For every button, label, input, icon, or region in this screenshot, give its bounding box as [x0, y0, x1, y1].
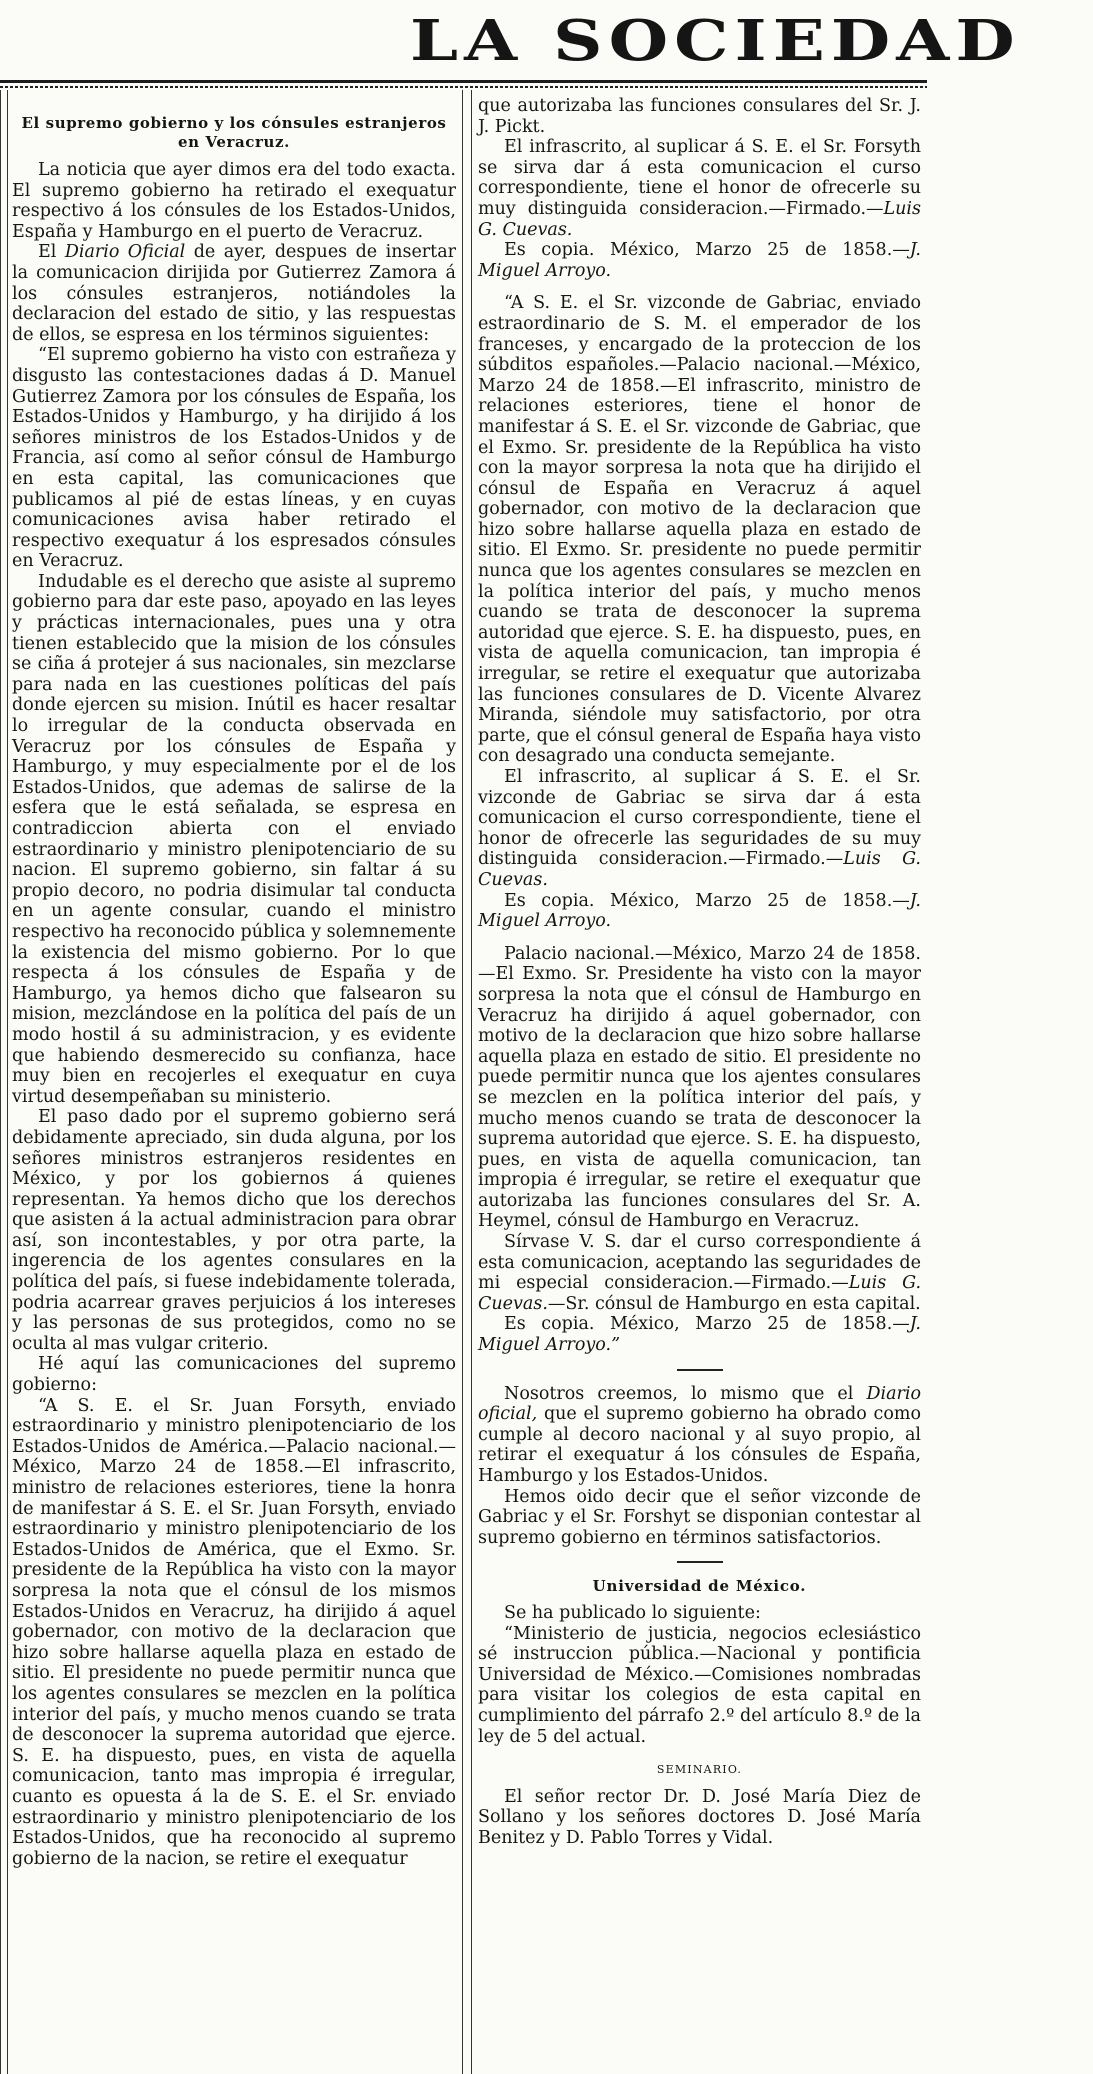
masthead-rule [0, 80, 927, 83]
left-margin-rule [0, 90, 8, 2074]
subheading: SEMINARIO. [656, 1763, 743, 1777]
section-heading: Universidad de México. [592, 1577, 807, 1596]
paragraph: “A S. E. el Sr. Juan Forsyth, enviado estraordinario y ministro plenipotenciario de los Estados-Unidos de América.—Palacio nacional.—México, Marzo 24 de 1858.—El infrascrito, ministro de relaciones esteriores, tiene la honra de manifestar á S. E. el Sr. Juan Forsyth, enviado estraordinario y ministro plenipotenciario de los Estados-Unidos de América, que el Exmo. Sr. presidente de la República ha visto con la mayor sorpresa la nota que el cónsul de los mismos Estados-Unidos en Veracruz, ha dirijido á aquel gobernador, con motivo de la declaracion que hizo sobre hallarse aquella plaza en estado de sitio. El presidente no puede permitir nunca que los agentes consulares se mezclen en la política interior del país, y mucho menos cuando se trata de desconocer la suprema autoridad que ejerce. S. E. ha dispuesto, pues, en vista de aquella comunicacion, tanto mas impropia é irregular, cuanto es opuesta á la de S. E. el Sr. enviado estraordinario y ministro plenipotenciario de los Estados-Unidos, que ha reconocido al supremo gobierno de la nacion, se retire el exequatur [12, 1395, 456, 1869]
masthead-title: LA SOCIEDAD [410, 8, 1021, 74]
paragraph: Indudable es el derecho que asiste al supremo gobierno para dar este paso, apoyado en las leyes y prácticas internacionales, pues una y otra tienen establecido que la mision de los cónsules se ciña á protejer á sus nacionales, sin mezclarse para nada en las cuestiones políticas del país donde ejercen su mision. Inútil es hacer resaltar lo irregular de la conducta observada en Veracruz por los cónsules de España y Hamburgo, y muy especialmente por el de los Estados-Unidos, que ademas de salirse de la esfera que le está señalada, se espresa en contradiccion abierta con el enviado estraordinario y ministro plenipotenciario de su nacion. El supremo gobierno, sin faltar á su propio decoro, no podria disimular tal conducta en un agente consular, cuando el ministro respectivo ha reconocido pública y solemnemente la existencia del mismo gobierno. Por lo que respecta á los cónsules de España y de Hamburgo, ya hemos dicho que falsearon su mision, mezclándose en la política del país de un modo hostil á su administracion, y es evidente que habiendo desmerecido su confianza, hace muy bien en recojerles el exequatur en cuya virtud desempeñaban su ministerio. [12, 571, 456, 1107]
paragraph: Es copia. México, Marzo 25 de 1858.—J. Miguel Arroyo. [478, 240, 921, 281]
paragraph: Nosotros creemos, lo mismo que el Diario oficial, que el supremo gobierno ha obrado como cumple al decoro nacional y al suyo propio, al retirar el exequatur á los cónsules de España, Hamburgo y los Estados-Unidos. [478, 1383, 921, 1486]
paragraph: Palacio nacional.—México, Marzo 24 de 1858.—El Exmo. Sr. Presidente ha visto con la mayor sorpresa la nota que el cónsul de Hamburgo en Veracruz ha dirijido á aquel gobernador, con motivo de la declaracion que hizo sobre hallarse aquella plaza en estado de sitio. El presidente no puede permitir nunca que los ajentes consulares se mezclen en la política interior del país, y mucho menos cuando se trata de desconocer la suprema autoridad que ejerce. S. E. ha dispuesto, pues, en vista de aquella comunicacion, tan impropia é irregular, se retire el exequatur que autorizaba las funciones consulares del Sr. A. Heymel, cónsul de Hamburgo en Veracruz. [478, 943, 921, 1232]
paragraph: El Diario Oficial de ayer, despues de insertar la comunicacion dirijida por Gutierrez Zamora á los cónsules estranjeros, notiándoles la declaracion del estado de sitio, y las respuestas de ellos, se espresa en los términos siguientes: [12, 242, 456, 345]
paragraph: La noticia que ayer dimos era del todo exacta. El supremo gobierno ha retirado el exequatur respectivo á los cónsules de los Estados-Unidos, España y Hamburgo en el puerto de Veracruz. [12, 160, 456, 242]
paragraph: Es copia. México, Marzo 25 de 1858.—J. Miguel Arroyo.” [478, 1314, 921, 1356]
left-column [12, 96, 456, 2074]
paragraph: Sírvase V. S. dar el curso correspondiente á esta comunicacion, aceptando las seguridades de mi especial consideracion.—Firmado.—Luis G. Cuevas.—Sr. cónsul de Hamburgo en esta capital. [478, 1232, 922, 1314]
paragraph: El infrascrito, al suplicar á S. E. el Sr. vizconde de Gabriac se sirva dar á esta comunicacion el curso correspondiente, tiene el honor de ofrecerle las seguridades de su muy distinguida consideracion.—Firmado.—Luis G. Cuevas. [478, 767, 921, 890]
section-separator [677, 1561, 723, 1563]
paragraph: Hé aquí las comunicaciones del supremo gobierno: [12, 1354, 456, 1396]
section-separator [677, 1369, 723, 1371]
paragraph: Es copia. México, Marzo 25 de 1858.—J. Miguel Arroyo. [478, 890, 921, 932]
masthead-dotted-rule [0, 86, 927, 88]
paragraph: “El supremo gobierno ha visto con estrañeza y disgusto las contestaciones dadas á D. Manuel Gutierrez Zamora por los cónsules de España, los Estados-Unidos y Hamburgo, y ha dirijido á los señores ministros de los Estados-Unidos y de Francia, así como al señor cónsul de Hamburgo en esta capital, las comunicaciones que publicamos al pié de estas líneas, y en cuyas comunicaciones avisa haber retirado el respectivo exequatur á los espresados cónsules en Veracruz. [12, 345, 456, 572]
article-headline: El supremo gobierno y los cónsules estranjeros en Veracruz. [21, 114, 447, 151]
column-gutter-rule [462, 90, 472, 2074]
paragraph: que autorizaba las funciones consulares del Sr. J. J. Pickt. [478, 96, 921, 137]
paragraph: “Ministerio de justicia, negocios eclesiástico sé instruccion pública.—Nacional y pontificia Universidad de México.—Comisiones nombradas para visitar los colegios de esta capital en cumplimiento del párrafo 2.º del artículo 8.º de la ley de 5 del actual. [478, 1623, 921, 1747]
paragraph: El paso dado por el supremo gobierno será debidamente apreciado, sin duda alguna, por los señores ministros estranjeros residentes en México, y por los gobiernos á quienes representan. Ya hemos dicho que los derechos que asisten á la actual administracion para obrar así, son incontestables, y por otra parte, la ingerencia de los agentes consulares en la política del país, si fuese indebidamente tolerada, podria acarrear graves perjuicios á los intereses y las personas de sus protegidos, como no se oculta al mas vulgar criterio. [12, 1107, 456, 1354]
right-column [478, 96, 921, 2074]
paragraph: “A S. E. el Sr. vizconde de Gabriac, enviado estraordinario de S. M. el emperador de los franceses, y encargado de la proteccion de los súbditos españoles.—Palacio nacional.—México, Marzo 24 de 1858.—El infrascrito, ministro de relaciones esteriores, tiene el honor de manifestar á S. E. el Sr. vizconde de Gabriac, que el Exmo. Sr. presidente de la República ha visto con la mayor sorpresa la nota que ha dirijido el cónsul de España en Veracruz á aquel gobernador, con motivo de la declaracion que hizo sobre hallarse aquella plaza en estado de sitio. El Exmo. Sr. presidente no puede permitir nunca que los agentes consulares se mezclen en la política interior del país, y mucho menos cuando se trata de desconocer la suprema autoridad que ejerce. S. E. ha dispuesto, pues, en vista de aquella comunicacion, tan impropia é irregular, se retire el exequatur que autorizaba las funciones consulares de D. Vicente Alvarez Miranda, siéndole muy satisfactorio, por otra parte, que el cónsul general de España haya visto con desagrado una conducta semejante. [478, 293, 921, 767]
paragraph: Hemos oido decir que el señor vizconde de Gabriac y el Sr. Forshyt se disponian contestar al supremo gobierno en términos satisfactorios. [478, 1486, 921, 1548]
paragraph: Se ha publicado lo siguiente: [504, 1602, 761, 1623]
paragraph: El señor rector Dr. D. José María Diez de Sollano y los señores doctores D. José María Benitez y D. Pablo Torres y Vidal. [478, 1786, 921, 1848]
paragraph: El infrascrito, al suplicar á S. E. el Sr. Forsyth se sirva dar á esta comunicacion el curso correspondiente, tiene el honor de ofrecerle su muy distinguida consideracion.—Firmado.—Luis G. Cuevas. [478, 137, 921, 240]
spacer [478, 281, 921, 293]
spacer [478, 932, 921, 944]
